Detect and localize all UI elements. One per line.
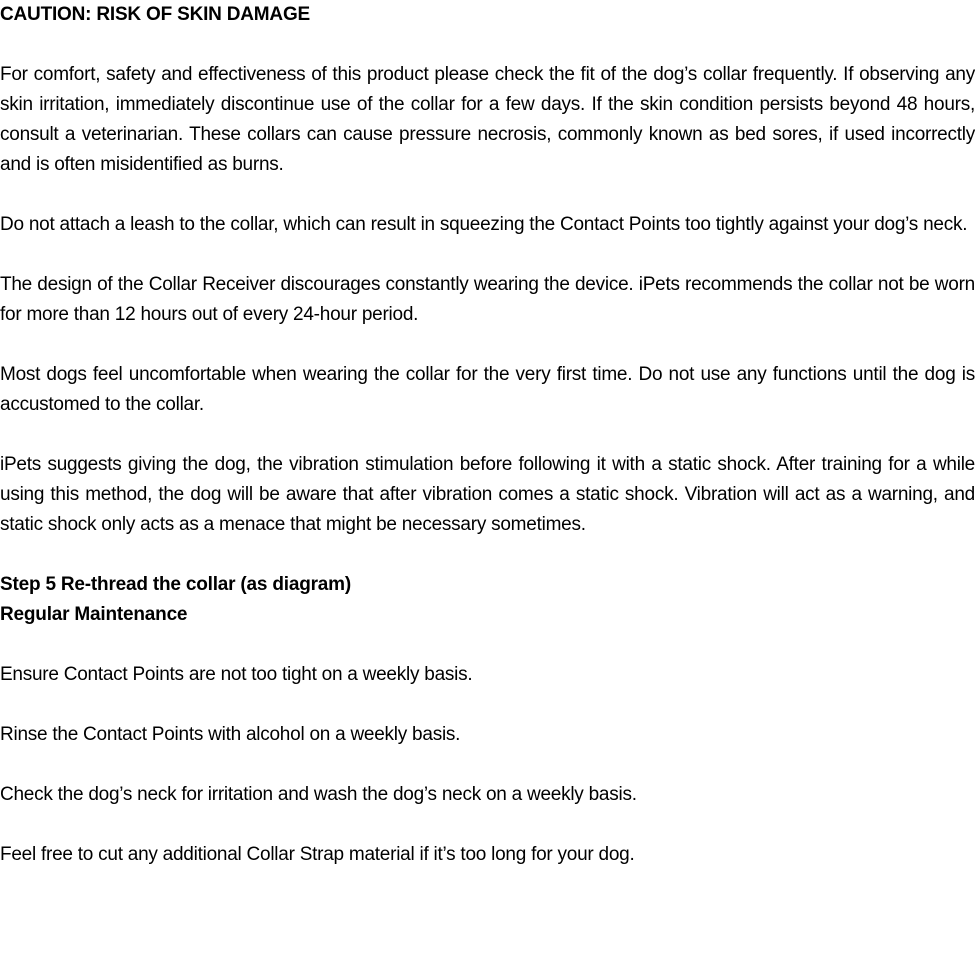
maintenance-item: Check the dog’s neck for irritation and wash the dog’s neck on a weekly basis. xyxy=(0,784,637,805)
spacer xyxy=(0,630,975,660)
spacer xyxy=(0,240,975,270)
maintenance-item: Ensure Contact Points are not too tight on a weekly basis. xyxy=(0,664,473,685)
spacer xyxy=(0,810,975,840)
spacer xyxy=(0,30,975,60)
caution-heading: CAUTION: RISK OF SKIN DAMAGE xyxy=(0,4,311,25)
spacer xyxy=(0,330,975,360)
caution-paragraph-first-time: Most dogs feel uncomfortable when wearing the collar for the very first time. Do not use any functions until the dog is accustomed to the collar. xyxy=(0,364,975,415)
spacer xyxy=(0,690,975,720)
maintenance-item: Feel free to cut any additional Collar Strap material if it’s too long for your dog. xyxy=(0,844,635,865)
caution-paragraph-fit: For comfort, safety and effectiveness of this product please check the fit of the dog’s collar frequently. If observing any skin irritation, immediately discontinue use of the collar for a few days. If the skin condition persists beyond 48 hours, consult a veterinarian. These collars can cause pressure necrosis, commonly known as bed sores, if used incorrectly and is often misidentified as burns. xyxy=(0,64,975,175)
spacer xyxy=(0,750,975,780)
spacer xyxy=(0,420,975,450)
maintenance-item: Rinse the Contact Points with alcohol on a weekly basis. xyxy=(0,724,461,745)
spacer xyxy=(0,540,975,570)
caution-paragraph-leash: Do not attach a leash to the collar, which can result in squeezing the Contact Points too tightly against your dog’s neck. xyxy=(0,214,968,235)
caution-paragraph-vibration: iPets suggests giving the dog, the vibration stimulation before following it with a static shock. After training for a while using this method, the dog will be aware that after vibration comes a static shock. Vibration will act as a warning, and static shock only acts as a menace that might be necessary sometimes. xyxy=(0,454,975,535)
step5-heading: Step 5 Re-thread the collar (as diagram) xyxy=(0,574,351,595)
spacer xyxy=(0,180,975,210)
caution-paragraph-wear-time: The design of the Collar Receiver discourages constantly wearing the device. iPets recommends the collar not be worn for more than 12 hours out of every 24-hour period. xyxy=(0,274,975,325)
maintenance-heading: Regular Maintenance xyxy=(0,604,188,625)
